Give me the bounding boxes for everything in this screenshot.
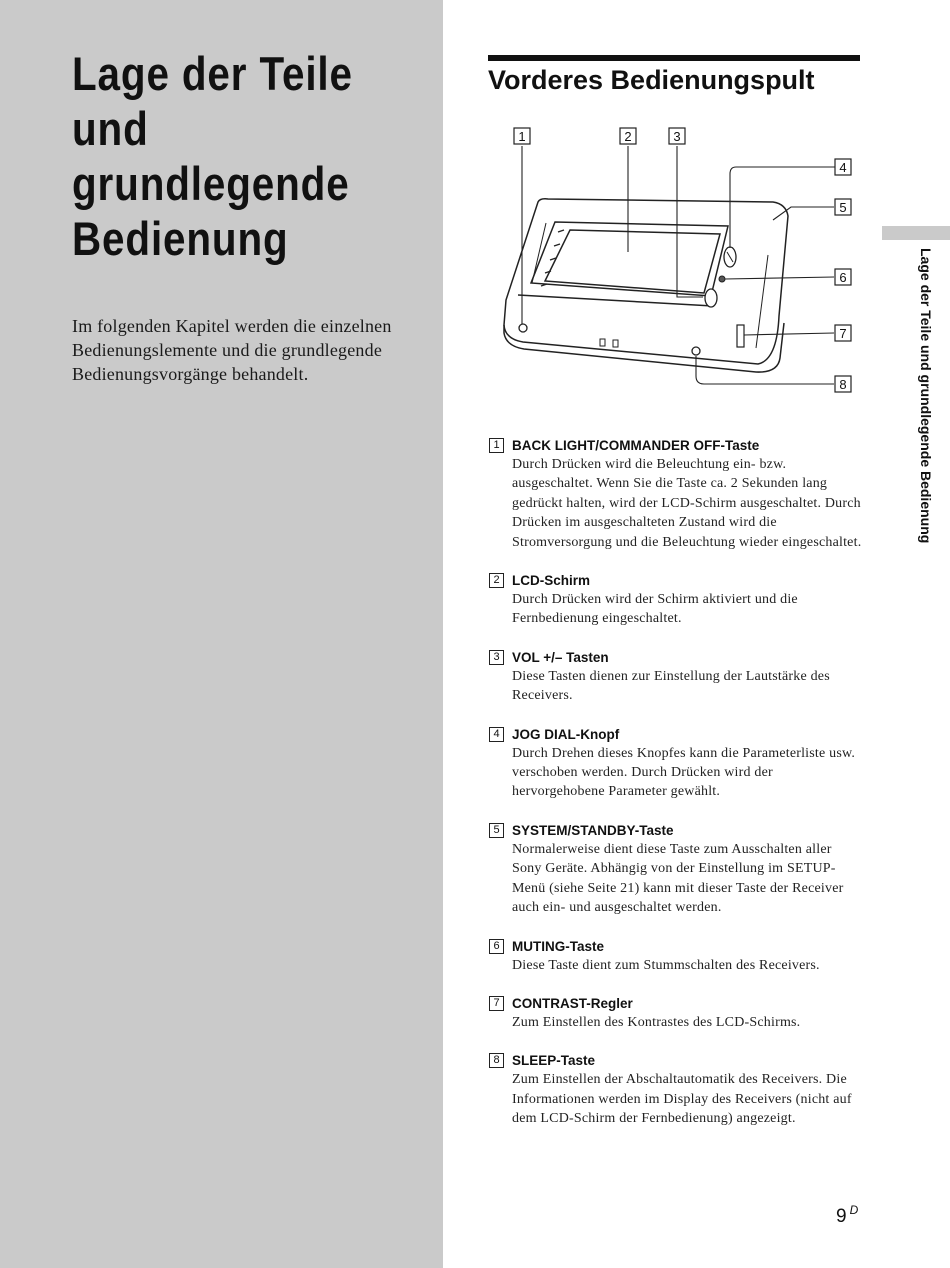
list-item (489, 1051, 864, 1128)
remote-device-illustration (504, 199, 788, 372)
list-item (489, 436, 864, 552)
page-number-suffix: D (849, 1203, 859, 1217)
item-title: CONTRAST-Regler (512, 995, 633, 1011)
chapter-intro: Im folgenden Kapitel werden die einzelnen Bedienungslemente und die grundlegende Bedienungsvorgänge behandelt. (72, 316, 392, 384)
page-number-value: 9 (836, 1206, 847, 1227)
svg-text:6: 6 (839, 270, 847, 285)
callout-7 (835, 325, 851, 341)
callout-5 (835, 199, 851, 215)
list-item (489, 571, 864, 629)
item-title: SYSTEM/STANDBY-Taste (512, 822, 674, 838)
item-description: Durch Drücken wird die Beleuchtung ein- bzw. ausgeschaltet. Wenn Sie die Taste ca. 2 Sekunden lang gedrückt halten, wird der LCD-Schirm ausgeschaltet. Durch Drücken im ausgeschalteten Zustand wird die Stromversorgung und die Beleuchtung wieder eingeschaltet. (512, 457, 862, 550)
item-title: LCD-Schirm (512, 573, 591, 589)
item-number: 4 (489, 727, 504, 742)
item-title: VOL +/– Tasten (512, 649, 609, 665)
item-description: Zum Einstellen der Abschaltautomatik des Receivers. Die Informationen werden im Display des Receivers (nicht auf dem LCD-Schirm der Fernbedienung) angezeigt. (512, 1072, 852, 1127)
svg-text:2: 2 (624, 129, 632, 144)
item-number: 6 (489, 939, 504, 954)
svg-text:3: 3 (673, 129, 681, 144)
item-description: Diese Taste dient zum Stummschalten des Receivers. (512, 957, 820, 973)
list-item (489, 821, 864, 918)
svg-text:5: 5 (839, 200, 847, 215)
callout-3 (669, 128, 685, 144)
svg-text:4: 4 (839, 160, 847, 175)
item-title: SLEEP-Taste (512, 1053, 596, 1069)
item-number: 5 (489, 823, 504, 838)
callout-6 (835, 269, 851, 285)
callout-4 (835, 159, 851, 175)
list-item (489, 937, 864, 975)
page-number (836, 1203, 858, 1228)
item-number: 8 (489, 1053, 504, 1068)
item-number: 3 (489, 650, 504, 665)
chapter-title: Lage der Teile und grundlegende Bedienung (72, 47, 353, 265)
list-item (489, 994, 864, 1032)
list-item (489, 725, 864, 802)
item-description: Durch Drehen dieses Knopfes kann die Parameterliste usw. verschoben werden. Durch Drücken wird der hervorgehobene Parameter gewählt. (512, 745, 856, 800)
item-number: 1 (489, 438, 504, 453)
item-number: 7 (489, 996, 504, 1011)
parts-list (489, 436, 864, 1148)
list-item (489, 648, 864, 706)
item-description: Zum Einstellen des Kontrastes des LCD-Schirms. (512, 1014, 801, 1030)
section-title: Vorderes Bedienungspult (488, 65, 815, 95)
section-rule (488, 55, 860, 61)
item-title: MUTING-Taste (512, 938, 605, 954)
chapter-side-label: Lage der Teile und grundlegende Bedienung (918, 248, 934, 544)
item-description: Durch Drücken wird der Schirm aktiviert und die Fernbedienung eingeschaltet. (512, 592, 798, 627)
remote-front-panel-diagram (488, 120, 868, 400)
callout-8 (835, 376, 851, 392)
svg-text:7: 7 (839, 326, 847, 341)
item-description: Normalerweise dient diese Taste zum Ausschalten aller Sony Geräte. Abhängig von der Einstellung im SETUP-Menü (siehe Seite 21) kann mit dieser Taste der Receiver auch ein- und ausgeschaltet werden. (512, 841, 844, 916)
item-description: Diese Tasten dienen zur Einstellung der Lautstärke des Receivers. (512, 668, 830, 704)
chapter-tab-marker (882, 226, 950, 240)
item-title: BACK LIGHT/COMMANDER OFF-Taste (512, 438, 760, 453)
item-title: JOG DIAL-Knopf (512, 726, 620, 742)
item-number: 2 (489, 573, 504, 588)
callout-2 (620, 128, 636, 144)
svg-text:1: 1 (518, 129, 526, 144)
svg-text:8: 8 (839, 377, 847, 392)
callout-1 (514, 128, 530, 144)
